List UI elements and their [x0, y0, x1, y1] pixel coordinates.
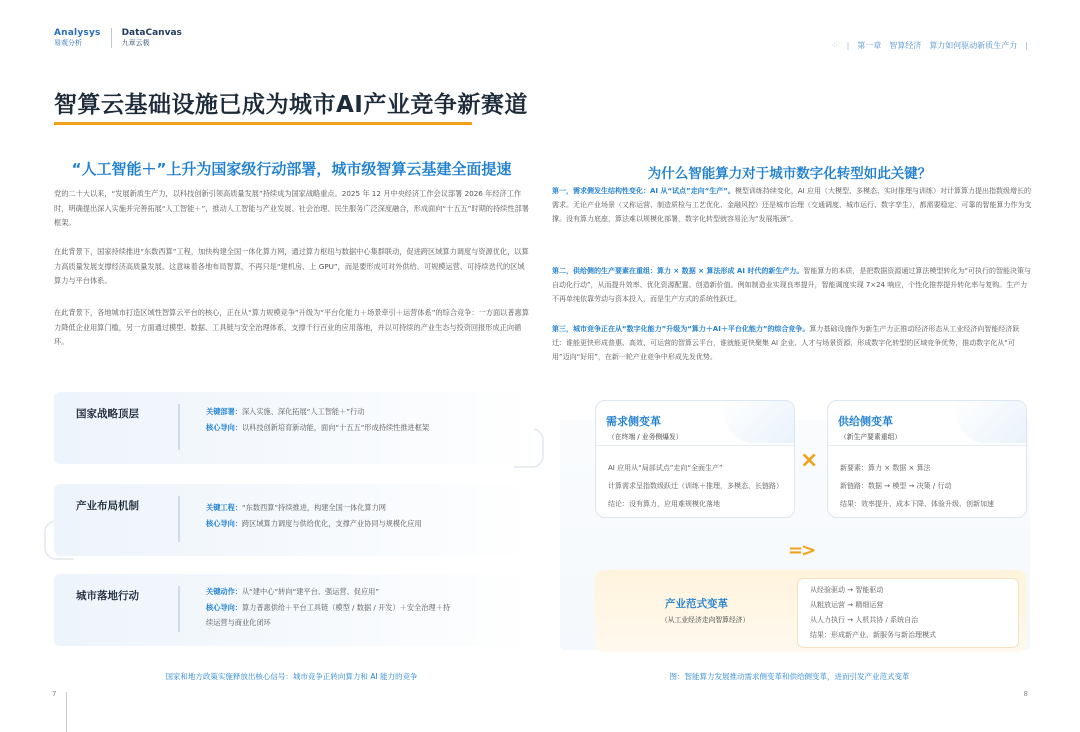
- page-number-left: 7: [52, 690, 57, 698]
- footer-line: [66, 692, 67, 732]
- datacanvas-logo-sub: 九章云极: [121, 39, 150, 47]
- title-underline: [54, 122, 472, 125]
- breadcrumb-separator: |: [846, 41, 850, 50]
- datacanvas-logo-main: DataCanvas: [121, 28, 182, 38]
- multiply-icon: ×: [800, 448, 819, 473]
- policy-line-1: 关键动作：从“建中心”转向“建平台、强运营、促应用”: [206, 587, 380, 596]
- policy-flow-diagram: [54, 392, 534, 648]
- paradigm-subtitle: （从工业经济走向智算经济）: [661, 616, 750, 624]
- policy-row-industry: [54, 484, 534, 556]
- paradigm-line-3: 从人力执行 → 人机共协 / 系统自治: [810, 616, 919, 624]
- page-title: 智算云基础设施已成为城市AI产业竞争新赛道: [54, 92, 528, 118]
- policy-line-1: 关键部署：深入实施、深化拓展“人工智能＋”行动: [206, 407, 365, 416]
- logo-divider: [111, 28, 112, 48]
- chapter-breadcrumb: [831, 40, 1028, 51]
- policy-line-2: 核心导向：算力普惠供给＋平台工具链（模型 / 数据 / 开发）＋安全治理＋持: [206, 603, 451, 612]
- breadcrumb-end-separator: |: [1025, 41, 1028, 50]
- policy-row-label: 国家战略顶层: [76, 408, 139, 420]
- supply-card-subtitle: （新生产要素重组）: [840, 433, 902, 441]
- chapter-decoration-icon: ⁘: [831, 40, 839, 51]
- demand-card-subtitle: （在终端 / 业务侧爆发）: [608, 433, 683, 441]
- left-paragraph-3: 在此背景下，各地城市打造区域性智算云平台的核心，正在从“算力规模竞争”升级为“平台化能力＋场景牵引＋运营体系”的综合竞争：一方面以普惠算力降低企业用算门槛，另一方面通过模型、数据、工具链与安全治理体系，支撑千行百业的应用落地，并以可持续的产业生态与投资回报形成正向循环。: [54, 308, 529, 346]
- policy-row-label: 城市落地行动: [76, 590, 139, 602]
- policy-line-2: 核心导向：跨区域算力调度与供给优化，支撑产业协同与规模化应用: [206, 519, 422, 528]
- policy-row-label: 产业布局机制: [76, 500, 139, 512]
- paradigm-title: 产业范式变革: [665, 598, 728, 610]
- paradigm-line-1: 从经验驱动 → 智能驱动: [810, 586, 884, 594]
- right-paragraph-1: 第一，需求侧发生结构性变化：AI 从“试点”走向“生产”。模型训练持续变化，AI 应用（大模型、多模态、实时推理与训练）对计算算力提出指数级增长的需求。无论产业场景（又称运营、制造质检与工艺优化、金融风控）还是城市治理（交通调度、城市运行、数字孪生），都需要稳定、可靠的智能算力作为支撑。没有算力底座，算法难以规模化部署，数字化转型就容易沦为“发展瓶颈”。: [552, 187, 1032, 223]
- right-paragraph-2: 第二，供给侧的生产要素在重组：算力 × 数据 × 算法形成 AI 时代的新生产力。智能算力的本质，是把数据资源通过算法模型转化为“可执行的智能决策与自动化行动”，从而提升效率、优化资源配置、创造新价值。例如制造业实现良率提升，智能调度实现 7×24 响应，个性化推荐提升转化率与复购。生产力不再单纯依靠劳动与资本投入，而是生产方式的系统性跃迁。: [552, 267, 1032, 303]
- row-divider: [178, 404, 180, 450]
- row-divider: [178, 496, 180, 542]
- header-logos: [54, 28, 182, 48]
- demand-line-3: 结论：没有算力，应用难规模化落地: [608, 500, 720, 508]
- demand-line-2: 计算需求呈指数级跃迁（训练＋推理，多模态，长链路）: [608, 482, 783, 490]
- breadcrumb-part: 智算经济: [889, 41, 922, 50]
- paradigm-list: [797, 578, 1019, 648]
- supply-line-3: 结果：效率提升、成本下降、体验升级、创新加速: [840, 500, 994, 508]
- supply-side-card: [827, 400, 1027, 518]
- paradigm-change-box: [595, 570, 1027, 652]
- policy-row-city: [54, 574, 534, 646]
- left-heading: “人工智能＋”上升为国家级行动部署，城市级智算云基建全面提速: [71, 160, 512, 178]
- policy-row-national: [54, 392, 534, 464]
- demand-card-title: 需求侧变革: [606, 415, 661, 428]
- left-paragraph-2: 在此背景下，国家持续推进“东数西算”工程，加快构建全国一体化算力网，通过算力枢纽与数据中心集群联动，促进跨区域算力调度与资源优化，以算力高质量发展支撑经济高质量发展。这意味着各地布局智算，不再只是“建机房、上 GPU”，而是要形成可对外供给、可规模运营、可持续迭代的区域算力与平台体系。: [54, 247, 529, 285]
- breadcrumb-section: 算力如何驱动新质生产力: [929, 41, 1018, 50]
- left-paragraph-1: 党的二十大以来，“发展新质生产力，以科技创新引领高质量发展”持续成为国家战略重点。2025 年 12 月中央经济工作会议部署 2026 年经济工作时，明确提出深入实施并完善拓展“人工智能＋”，推动人工智能与产业发展、社会治理、民生服务广泛深度融合，形成面向“十五五”时期的持续性部署框架。: [54, 189, 529, 227]
- analysys-logo-main: Analysys: [54, 28, 101, 38]
- row-divider: [178, 586, 180, 632]
- supply-card-title: 供给侧变革: [838, 415, 893, 428]
- demand-side-card: [595, 400, 795, 518]
- right-paragraph-3: 第三，城市竞争正在从“数字化能力”升级为“算力＋AI＋平台化能力”的综合竞争。算力基础设施作为新生产力正推动经济形态从工业经济向智能经济跃迁：谁能更快形成普惠、高效、可运营的智算云平台，谁就能更快聚集 AI 企业、人才与场景资源，形成数字化转型的区域竞争优势，推动数字化从“可用”迈向“好用”，在新一轮产业竞争中形成先发优势。: [552, 325, 1020, 361]
- supply-line-2: 新链路：数据 → 模型 → 决策 / 行动: [840, 482, 952, 490]
- page-number-right: 8: [1023, 690, 1028, 698]
- policy-line-3: 续运营与商业化闭环: [206, 618, 271, 627]
- right-caption: 图：智能算力发展推动需求侧变革和供给侧变革，进而引发产业范式变革: [669, 672, 910, 681]
- paradigm-line-4: 结果：形成新产业、新服务与新治理模式: [810, 631, 936, 639]
- result-arrow-icon: =>: [788, 540, 815, 561]
- policy-line-1: 关键工程：“东数西算”持续推进，构建全国一体化算力网: [206, 503, 386, 512]
- breadcrumb-chapter: 第一章: [857, 41, 882, 50]
- right-heading: 为什么智能算力对于城市数字化转型如此关键？: [647, 166, 932, 182]
- analysys-logo: [54, 29, 101, 47]
- supply-line-1: 新要素：算力 × 数据 × 算法: [840, 464, 931, 472]
- policy-line-2: 核心导向：以科技创新培育新动能，面向“十五五”形成持续性推进框架: [206, 423, 430, 432]
- paradigm-line-2: 从粗放运营 → 精细运营: [810, 601, 884, 609]
- left-caption: 国家和地方政策实施释放出核心信号：城市竞争正转向算力和 AI 能力的竞争: [165, 672, 418, 681]
- analysys-logo-sub: 易观分析: [54, 39, 82, 47]
- demand-line-1: AI 应用从“局部试点”走向“全面生产”: [608, 464, 723, 472]
- datacanvas-logo: [122, 29, 182, 47]
